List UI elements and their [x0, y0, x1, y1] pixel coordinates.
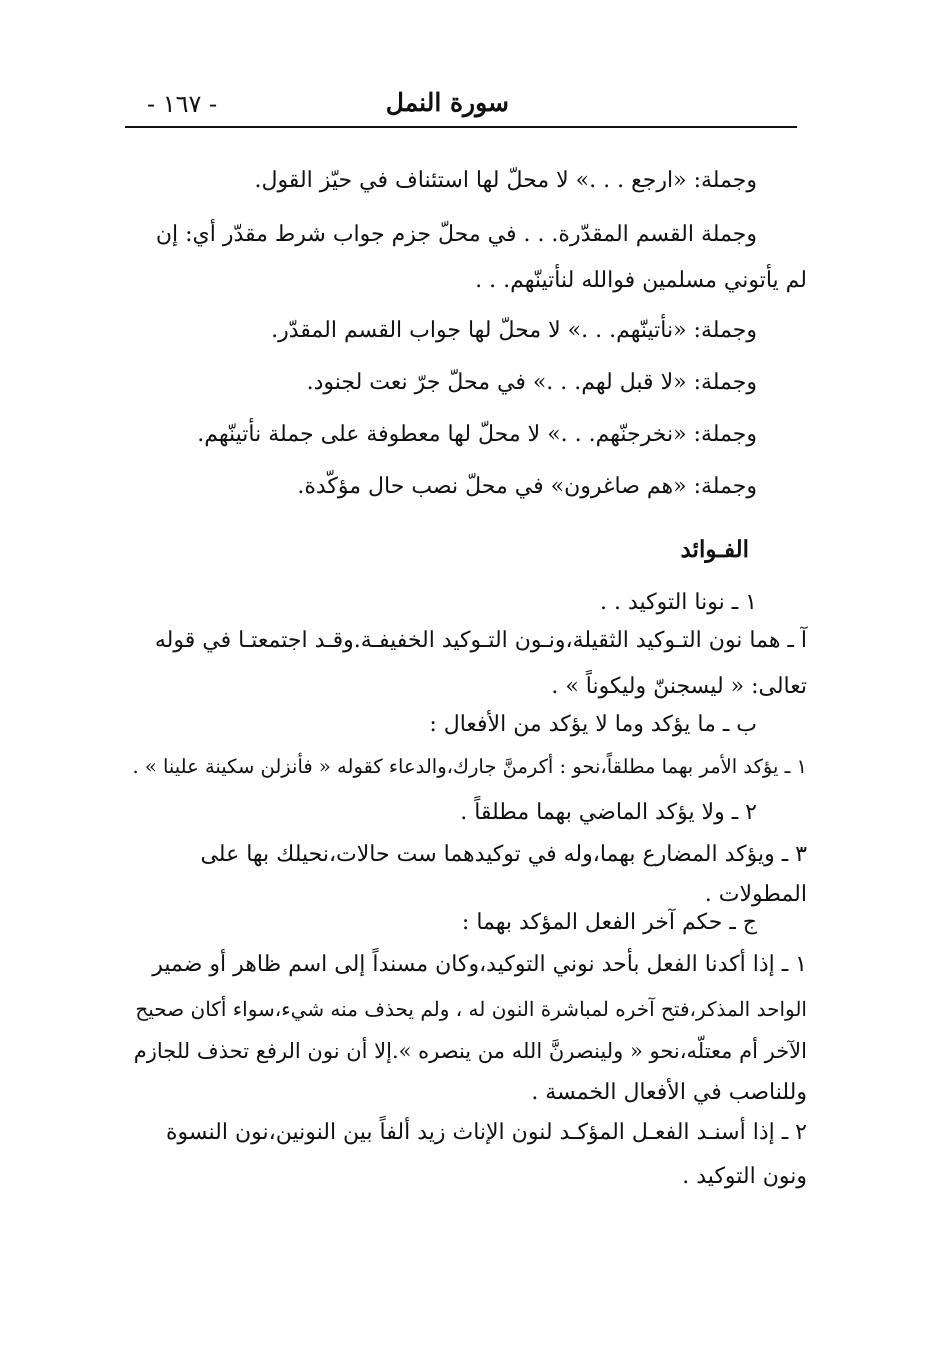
- fawaid-line: ب ـ ما يؤكد وما لا يؤكد من الأفعال :: [429, 712, 757, 737]
- page-number: - ١٦٧ -: [147, 90, 218, 118]
- fawaid-line: ١ ـ إذا أكدنا الفعل بأحد نوني التوكيد،وكان مسنداً إلى اسم ظاهر أو ضمير: [152, 952, 807, 977]
- fawaid-line: ٢ ـ ولا يؤكد الماضي بهما مطلقاً .: [460, 800, 757, 825]
- fawaid-line: المطولات .: [704, 882, 807, 907]
- fawaid-line: ١ ـ نونا التوكيد . .: [599, 590, 757, 615]
- fawaid-line: ٣ ـ ويؤكد المضارع بهما،وله في توكيدهما ست حالات،نحيلك بها على: [200, 842, 807, 867]
- surah-title: سورة النمل: [385, 88, 509, 117]
- irab-line: وجملة: «لا قبل لهم. . .» في محلّ جرّ نعت لجنود.: [306, 370, 757, 395]
- section-heading: الفـوائد: [680, 536, 749, 563]
- fawaid-line: ١ ـ يؤكد الأمر بهما مطلقاً،نحو : أكرمنَّ جارك،والدعاء كقوله « فأنزلن سكينة علينا » .: [132, 755, 807, 778]
- irab-line: وجملة: «نأتينّهم. . .» لا محلّ لها جواب القسم المقدّر.: [271, 318, 757, 343]
- fawaid-line: ٢ ـ إذا أسنـد الفعـل المؤكـد لنون الإناث زيد ألفاً بين النونين،نون النسوة: [166, 1120, 807, 1145]
- fawaid-line: الواحد المذكر،فتح آخره لمباشرة النون له ، ولم يحذف منه شيء،سواء أكان صحيح: [135, 997, 807, 1021]
- fawaid-line: وللناصب في الأفعال الخمسة .: [531, 1080, 807, 1105]
- fawaid-line: تعالى: « ليسجننّ وليكوناً » .: [551, 674, 807, 699]
- fawaid-line: ونون التوكيد .: [682, 1164, 807, 1189]
- irab-line: وجملة: «ارجع . . .» لا محلّ لها استئناف في حيّز القول.: [254, 168, 757, 193]
- irab-line: لم يأتوني مسلمين فوالله لنأتينّهم. . .: [475, 268, 807, 293]
- running-header: [125, 82, 795, 126]
- irab-line: وجملة: «نخرجنّهم. . .» لا محلّ لها معطوفة على جملة نأتينّهم.: [197, 422, 757, 447]
- fawaid-line: الآخر أم معتلّه،نحو « ولينصرنَّ الله من ينصره ».إلا أن نون الرفع تحذف للجازم: [133, 1039, 807, 1063]
- irab-line: وجملة القسم المقدّرة. . . في محلّ جزم جواب شرط مقدّر أي: إن: [155, 222, 757, 247]
- irab-line: وجملة: «هم صاغرون» في محلّ نصب حال مؤكّدة.: [297, 474, 757, 499]
- header-rule: [125, 126, 797, 128]
- fawaid-line: ج ـ حكم آخر الفعل المؤكد بهما :: [461, 910, 757, 935]
- fawaid-line: آ ـ هما نون التـوكيد الثقيلة،ونـون التـوكيد الخفيفـة.وقـد اجتمعتـا في قوله: [154, 628, 807, 653]
